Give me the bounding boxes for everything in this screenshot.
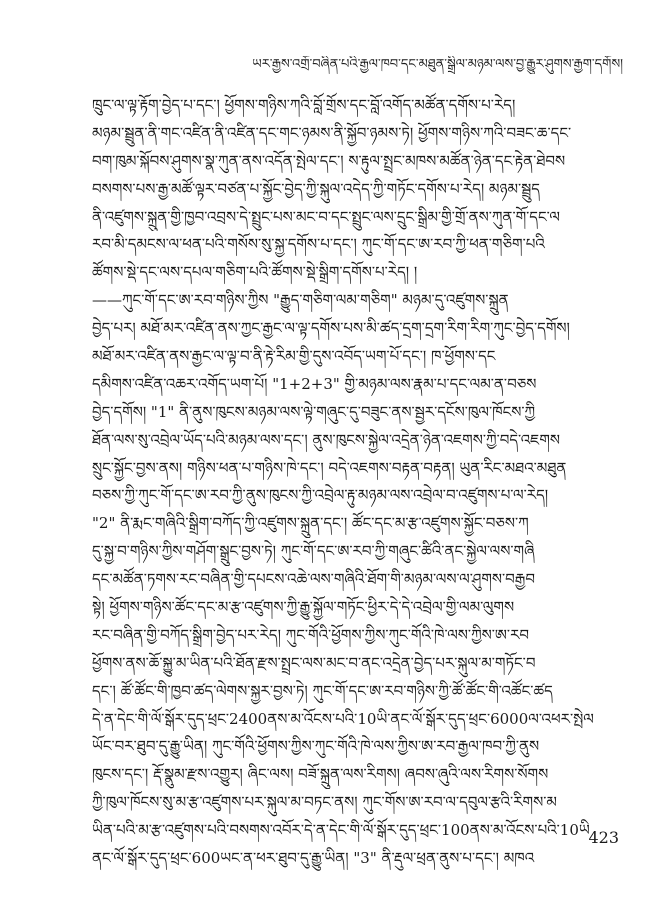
text-line: བཅས་ཀྱི་ཀུང་གོ་དང་ཨ་རབ་ཀྱི་ནུས་ཁུངས་ཀྱི་འབྲེལ་རྟུ་མཉམ་ལས་འབྲེལ་བ་འཛུགས་པ་ལ་རེད། — [92, 486, 549, 505]
text-line: བག་ཁུམ་སྐོབས་ཤུགས་སྣ་ཀུན་ནས་འདོན་སྤེལ་དང་། ས་རྟུལ་སྤྲང་མཁས་མཚོན་ཉེན་དང་རྟེན་ཐེབས — [92, 151, 566, 170]
text-line: རབ་མི་དམངས་ལ་ཕན་པའི་གསོས་སུ་སྐྱ་དགོས་པ་དང་། ཀུང་གོ་དང་ཨ་རབ་ཀྱི་ཕན་གཅིག་པའི — [92, 235, 545, 254]
text-line: དང་། ཚོ་ཚོང་གི་ཁྱབ་ཚད་ལེགས་སྐྱར་བྱས་ཏེ། ཀུང་གོ་དང་ཨ་རབ་གཉིས་ཀྱི་ཚོ་ཚོང་གི་འཚོང་ཚད — [92, 681, 553, 700]
text-line: ཡོང་བར་ཐུབ་དུ་རྒྱུ་ཡིན། ཀུང་གོའི་ཕྱོགས་ཀྱིས་ཀུང་གོའི་ཁེ་ལས་ཀྱིས་ཨ་རབ་རྒྱལ་ཁབ་ཀྱི་ནུས — [92, 737, 540, 756]
body-text — [92, 92, 616, 873]
paragraph-1 — [92, 92, 616, 287]
text-line: ཚོགས་སྡེ་དང་ལས་དཔལ་གཅིག་པའི་ཚོགས་སྡེ་སྒྲིག་དགོས་པ་རེད། ། — [92, 263, 418, 282]
text-line: བྱེད་པར། མཐོ་མར་འཛིན་ནས་ཀྱང་རྒྱང་ལ་ལྟ་དགོས་པས་མི་ཚད་དྲག་དྲག་རིག་རིག་ཀུང་བྱེད་དགོས། — [92, 319, 570, 338]
text-line: ཕྱོགས་ནས་ཆོ་སྐྱུ་མ་ཡིན་པའི་ཐོན་རྫས་སྤྲང་ལས་མང་བ་ནང་འདྲེན་བྱེད་པར་སྐུལ་མ་གཏོང་བ — [92, 653, 536, 672]
text-line: དང་མཚོན་ཏགས་རང་བཞིན་གྱི་དཔངས་འཆེ་ལས་གཞིའི་ཐོག་གི་མཉམ་ལས་ལ་ཤུགས་བརྒྱབ — [92, 570, 535, 589]
text-line: སྟེ། ཕྱོགས་གཉིས་ཚོང་དང་མ་རྩ་འཛུགས་ཀྱི་རྒྱུ་སྐྱོལ་གཏོང་ཕྱིར་དེ་དེ་འབྲེལ་གྱི་ལམ་ལུགས — [92, 598, 515, 617]
text-line: ཁུངས་དང་། རྡོ་སྣུམ་རྫས་འགྱུར། ཞིང་ལས། བཟོ་སྐྲུན་ལས་རིགས། ཞབས་ཞུའི་ལས་རིགས་སོགས — [92, 765, 549, 784]
paragraph-2 — [92, 287, 616, 873]
text-line: ཀྱི་ཁུལ་ཁོངས་སུ་མ་རྩ་འཛུགས་པར་སྐུལ་མ་བཏང་ནས། ཀུང་གོས་ཨ་རབ་ལ་དབུལ་རྩའི་རིགས་མ — [92, 793, 557, 812]
page-number: 423 — [588, 828, 619, 847]
text-line: ཐོན་ལས་སུ་འབྲེལ་ཡོད་པའི་མཉམ་ལས་དང་། ནུས་ཁུངས་སྐྱེལ་འདྲེན་ཉེན་འཇགས་ཀྱི་བདེ་འཇགས — [92, 430, 561, 449]
text-line: མཐོ་མར་འཛིན་ནས་རྒྱང་ལ་ལྟ་བ་ནི་རྟེ་རིམ་གྱི་དུས་འབོད་ཡག་པོ་དང་། ཁ་ཕྱོགས་དང — [92, 347, 496, 366]
text-line: རང་བཞིན་གྱི་བཀོད་སྒྲིག་བྱེད་པར་རེད། ཀུང་གོའི་ཕྱོགས་ཀྱིས་ཀུང་གོའི་ཁེ་ལས་ཀྱིས་ཨ་རབ — [92, 625, 530, 644]
text-line: མཉམ་སྦྲུན་ནི་གང་འཛིན་ནི་འཛིན་དང་གང་ཉམས་ནི་སྐྱོབ་ཉམས་ཏེ། ཕྱོགས་གཉིས་ཀའི་བཟང་ཆ་དང་ — [92, 123, 572, 142]
text-line: ནང་ལོ་སྒོར་དུད་ཕྲང་600ཡང་ན་ཕར་ཐུབ་དུ་རྒྱུ་ཡིན། "3" ནི་རྡུལ་ཕྲན་ནུས་པ་དང་། མཁའ — [92, 849, 535, 868]
text-line: བྱེད་དགོས། "1" ནི་ནུས་ཁུངས་མཉམ་ལས་ལྟེ་གཞུང་དུ་བཟུང་ནས་སྦྱར་དངོས་ཁུལ་ཁོངས་ཀྱི — [92, 402, 536, 421]
text-line: སྲུང་སྐྱོང་བྱས་ནས། གཉིས་ཕན་པ་གཉིས་ཁེ་དང་། བདེ་འཇགས་བརྟན་བརྟན། ཡུན་རིང་མཐའ་མཐུན — [92, 458, 567, 477]
running-header: ཡར་རྒྱས་འགྲོ་བཞིན་པའི་རྒྱལ་ཁབ་དང་མཐུན་སྒྲིལ་མཉམ་ལས་བྱ་རྒྱུར་ཤུགས་རྒྱག་དགོས། — [252, 57, 623, 72]
text-line: ——ཀུང་གོ་དང་ཨ་རབ་གཉིས་ཀྱིས "རྒྱུད་གཅིག་ལམ་གཅིག" མཉམ་དུ་འཛུགས་སྐྲུན — [92, 291, 509, 310]
text-line: དེ་ན་དེང་གི་ལོ་སྒོར་དུད་ཕྲང་2400ནས་མ་འོངས་པའི་10ཡི་ནང་ལོ་སྒོར་དུད་ཕྲང་6000ལ་འཕར་སྤེལ — [92, 709, 594, 728]
text-line: ཁྲུང་ལ་ལྟ་རྟོག་བྱེད་པ་དང་། ཕྱོགས་གཉིས་ཀའི་བློ་གྲོས་དང་བློ་འགོད་མཚོན་དགོས་པ་རེད། — [92, 96, 516, 114]
text-line: "2" ནི་རྨང་གཞིའི་སྒྲིག་བཀོད་ཀྱི་འཛུགས་སྐྲུན་དང་། ཚོང་དང་མ་རྩ་འཛུགས་སྐྱོང་བཅས་ཀ — [92, 514, 529, 533]
text-line: ནི་འཛུགས་སྐྲུན་གྱི་ཁྱབ་འབྲས་དེ་སྤྲུང་པས་མང་བ་དང་སྤྲུང་ལས་དྲུང་སྒྲིམ་གྱི་གྲོ་ནས་ཀུན་གོ་དང་ལ — [92, 207, 560, 226]
text-line: བསགས་པས་རྒྱ་མཚོ་ལྟར་བཙན་པ་སྐྱོང་བྱེད་ཀྱི་སྐུལ་འདེད་ཀྱི་གཏོང་དགོས་པ་རེད། མཉམ་སྦྲུད — [92, 179, 540, 198]
text-line: དུ་སྐྱ་བ་གཉིས་ཀྱིས་གཤོག་སྒྲུང་བྱས་ཏེ། ཀུང་གོ་དང་ཨ་རབ་ཀྱི་གཞུང་ཚིའི་ནང་སྐྱེལ་ལས་གཞི — [92, 542, 535, 561]
text-line: ཡིན་པའི་མ་རྩ་འཛུགས་པའི་བསགས་འབོར་དེ་ན་དེང་གི་ལོ་སྒོར་དུད་ཕྲང་100ནས་མ་འོངས་པའི་10ཡི — [92, 821, 590, 840]
text-line: དམིགས་འཛིན་འཆར་འགོད་ཡག་པོ། "1+2+3" གྱི་མཉམ་ལས་རྣམ་པ་དང་ལམ་ན་བཅས — [92, 374, 537, 393]
